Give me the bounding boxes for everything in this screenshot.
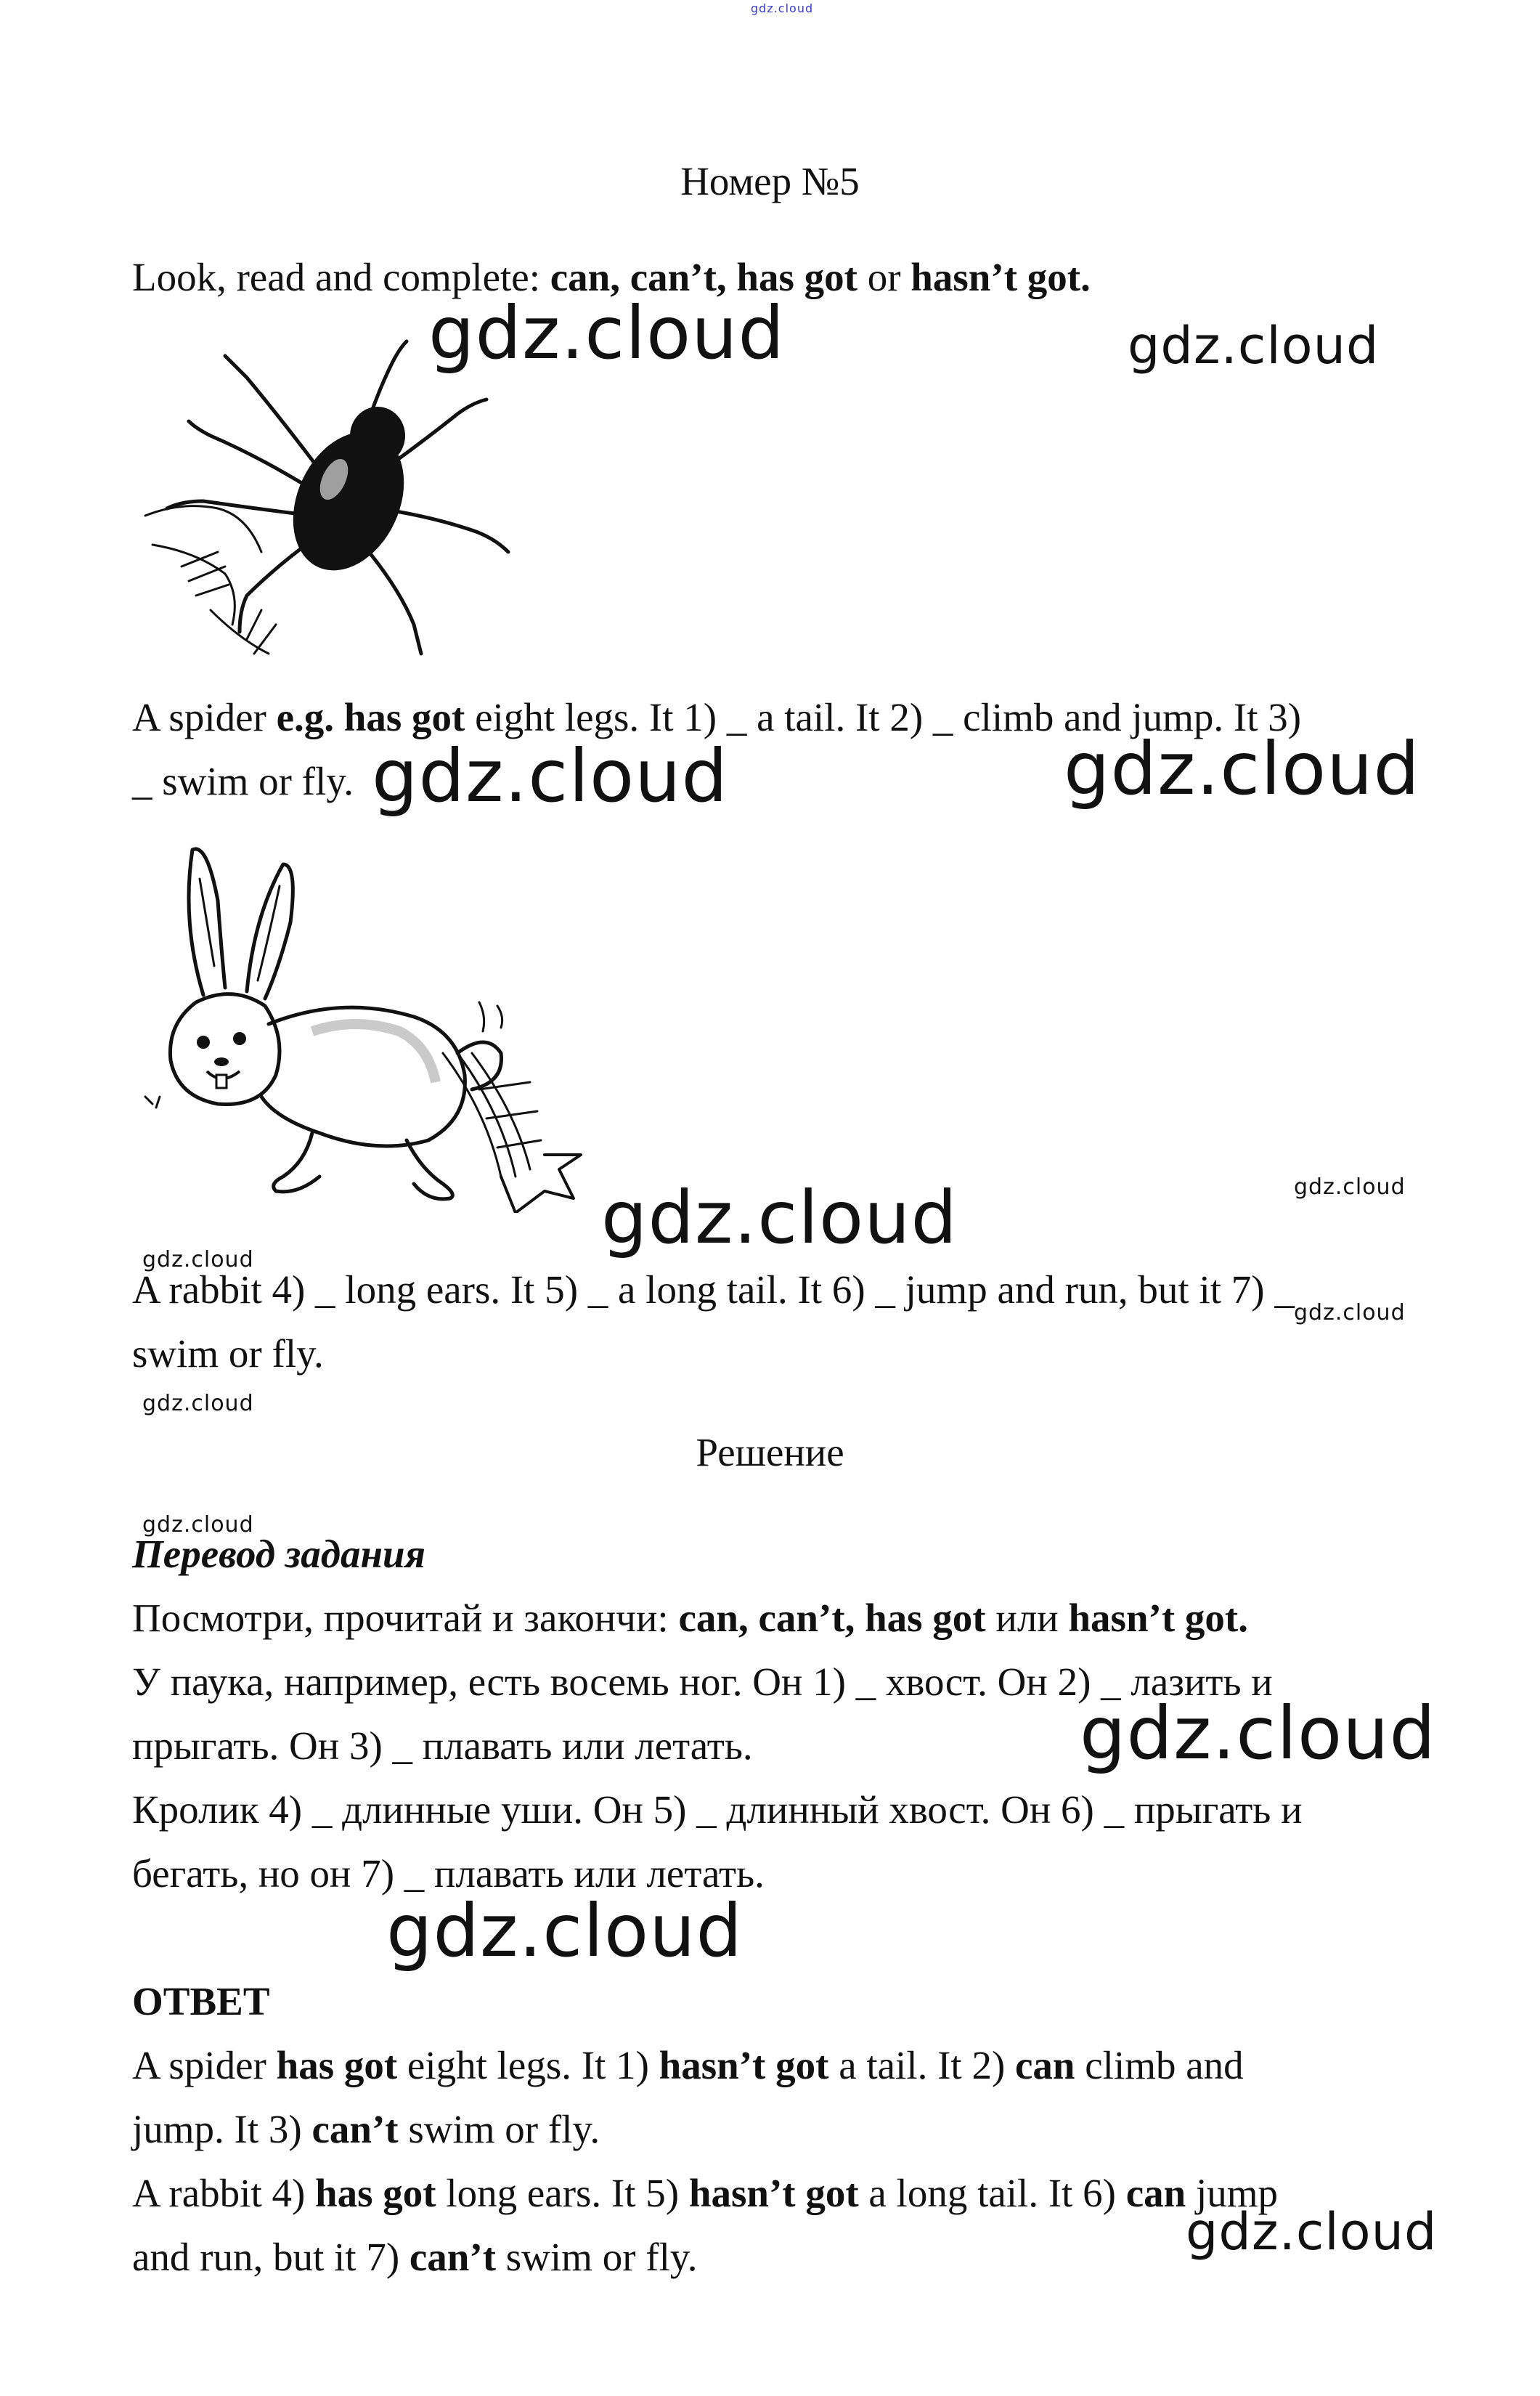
rabbit-sentence-2: swim or fly. [132,1331,324,1376]
spider-sentence-2: _ swim or fly. [132,759,354,803]
watermark-large: gdz.cloud [428,291,786,375]
watermark-small: gdz.cloud [142,1247,254,1272]
top-watermark: gdz.cloud [751,1,814,15]
translation-line-3: прыгать. Он 3) _ плавать или летать. [132,1723,753,1768]
answer-rabbit-line-2: and run, but it 7) can’t swim or fly. [132,2235,698,2279]
translation-line-2: У паука, например, есть восемь ног. Он 1) _ хвост. Он 2) _ лазить и [132,1660,1273,1704]
watermark-large: gdz.cloud [601,1175,958,1260]
answer-spider-line-2: jump. It 3) can’t swim or fly. [132,2107,600,2151]
watermark-small: gdz.cloud [1294,1300,1406,1325]
answer-spider-line-1: A spider has got eight legs. It 1) hasn’t got a tail. It 2) can climb and [132,2043,1244,2087]
instruction-line: Look, read and complete: can, can’t, has got or hasn’t got. [132,255,1091,299]
watermark-small: gdz.cloud [142,1391,254,1416]
watermark-large: gdz.cloud [386,1888,743,1973]
exercise-number: Номер №5 [680,159,860,203]
watermark-small: gdz.cloud [1294,1174,1406,1200]
watermark-medium: gdz.cloud [1186,2202,1438,2262]
translation-line-1: Посмотри, прочитай и закончи: can, can’t, has got или hasn’t got. [132,1596,1248,1640]
spider-sentence-1: A spider e.g. has got eight legs. It 1) _ a tail. It 2) _ climb and jump. It 3) [132,695,1302,739]
translation-line-4: Кролик 4) _ длинные уши. Он 5) _ длинный хвост. Он 6) _ прыгать и [132,1787,1303,1832]
rabbit-sentence-1: A rabbit 4) _ long ears. It 5) _ a long tail. It 6) _ jump and run, but it 7) _ [132,1267,1295,1312]
watermark-large: gdz.cloud [372,734,729,819]
watermark-medium: gdz.cloud [1128,316,1380,375]
translation-line-5: бегать, но он 7) _ плавать или летать. [132,1851,765,1896]
solution-heading: Решение [696,1430,844,1474]
spider-icon [138,334,545,668]
watermark-large: gdz.cloud [1080,1691,1437,1776]
answer-rabbit-line-1: A rabbit 4) has got long ears. It 5) hasn’t got a long tail. It 6) can jump [132,2171,1279,2215]
translation-heading: Перевод задания [132,1532,425,1576]
answer-heading: ОТВЕТ [132,1979,270,2023]
rabbit-icon [138,835,603,1213]
watermark-small: gdz.cloud [142,1512,254,1538]
watermark-large: gdz.cloud [1064,726,1421,811]
